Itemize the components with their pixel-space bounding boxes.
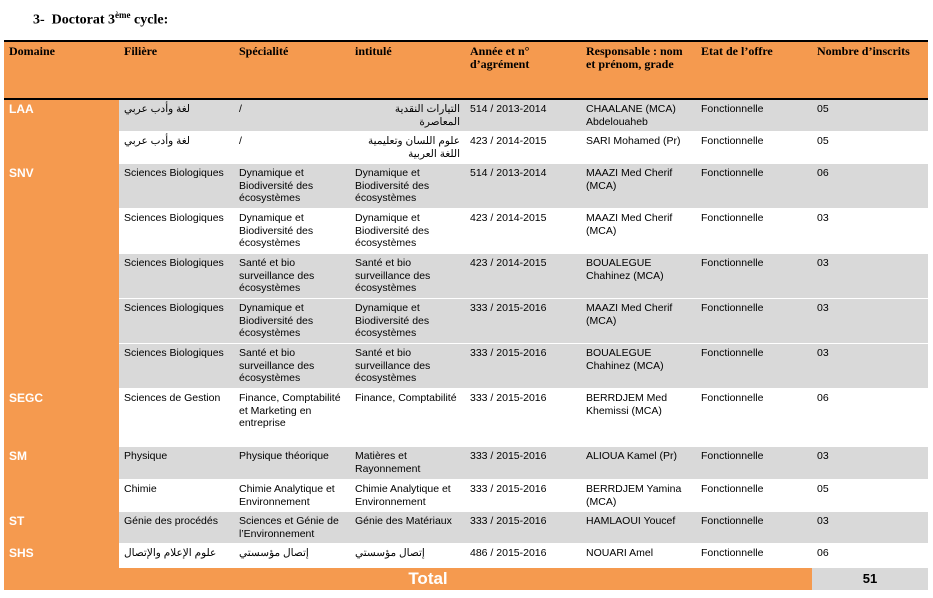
inscrits-cell: 03 [812, 254, 928, 299]
col-header-specialite: Spécialité [234, 41, 350, 99]
intitule-cell: Santé et bio surveillance des écosystèmes [350, 254, 465, 299]
inscrits-cell: 06 [812, 544, 928, 568]
table-row [4, 344, 928, 389]
domain-cell: SM [4, 447, 119, 480]
filiere-cell: علوم الإعلام والإتصال [119, 544, 234, 568]
etat-cell: Fonctionnelle [696, 209, 812, 254]
intitule-cell: Dynamique et Biodiversité des écosystèmes [350, 164, 465, 209]
intitule-cell: Dynamique et Biodiversité des écosystèmes [350, 299, 465, 344]
filiere-cell: Sciences Biologiques [119, 209, 234, 254]
etat-cell: Fonctionnelle [696, 544, 812, 568]
doctorat-table [4, 40, 928, 590]
etat-cell: Fonctionnelle [696, 164, 812, 209]
specialite-cell: Finance, Comptabilité et Marketing en entreprise [234, 389, 350, 447]
annee-cell: 514 / 2013-2014 [465, 164, 581, 209]
domain-cell [4, 299, 119, 344]
col-header-etat: Etat de l’offre [696, 41, 812, 99]
filiere-cell: Sciences Biologiques [119, 164, 234, 209]
col-header-intitule: intitulé [350, 41, 465, 99]
table-row [4, 389, 928, 447]
specialite-cell: Dynamique et Biodiversité des écosystèmes [234, 209, 350, 254]
specialite-cell: Dynamique et Biodiversité des écosystèmes [234, 299, 350, 344]
responsable-cell: BERRDJEM Yamina (MCA) [581, 480, 696, 512]
specialite-cell: Physique théorique [234, 447, 350, 480]
specialite-cell: Sciences et Génie de l’Environnement [234, 512, 350, 544]
annee-cell: 423 / 2014-2015 [465, 132, 581, 164]
filiere-cell: Sciences de Gestion [119, 389, 234, 447]
inscrits-cell: 03 [812, 344, 928, 389]
intitule-cell: Chimie Analytique et Environnement [350, 480, 465, 512]
etat-cell: Fonctionnelle [696, 480, 812, 512]
table-row [4, 512, 928, 544]
total-label: Total [4, 568, 812, 591]
domain-cell: SNV [4, 164, 119, 209]
specialite-cell: / [234, 132, 350, 164]
annee-cell: 514 / 2013-2014 [465, 99, 581, 132]
domain-cell: LAA [4, 99, 119, 132]
col-header-responsable: Responsable : nom et prénom, grade [581, 41, 696, 99]
specialite-cell: / [234, 99, 350, 132]
inscrits-cell: 05 [812, 99, 928, 132]
inscrits-cell: 03 [812, 447, 928, 480]
etat-cell: Fonctionnelle [696, 389, 812, 447]
total-value: 51 [812, 568, 928, 591]
intitule-cell: إتصال مؤسستي [350, 544, 465, 568]
inscrits-cell: 03 [812, 209, 928, 254]
intitule-cell: Matières et Rayonnement [350, 447, 465, 480]
etat-cell: Fonctionnelle [696, 512, 812, 544]
total-row [4, 568, 928, 591]
specialite-cell: Santé et bio surveillance des écosystèmes [234, 254, 350, 299]
filiere-cell: Chimie [119, 480, 234, 512]
annee-cell: 333 / 2015-2016 [465, 447, 581, 480]
annee-cell: 423 / 2014-2015 [465, 209, 581, 254]
table-row [4, 132, 928, 164]
intitule-cell: Génie des Matériaux [350, 512, 465, 544]
annee-cell: 333 / 2015-2016 [465, 299, 581, 344]
responsable-cell: MAAZI Med Cherif (MCA) [581, 209, 696, 254]
domain-cell [4, 480, 119, 512]
table-row [4, 447, 928, 480]
inscrits-cell: 05 [812, 132, 928, 164]
table-row [4, 480, 928, 512]
responsable-cell: MAAZI Med Cherif (MCA) [581, 164, 696, 209]
filiere-cell: Sciences Biologiques [119, 254, 234, 299]
annee-cell: 423 / 2014-2015 [465, 254, 581, 299]
responsable-cell: NOUARI Amel [581, 544, 696, 568]
inscrits-cell: 06 [812, 164, 928, 209]
annee-cell: 486 / 2015-2016 [465, 544, 581, 568]
responsable-cell: BOUALEGUE Chahinez (MCA) [581, 254, 696, 299]
responsable-cell: CHAALANE (MCA) Abdelouaheb [581, 99, 696, 132]
filiere-cell: لغة وأدب عربي [119, 99, 234, 132]
col-header-filiere: Filière [119, 41, 234, 99]
table-row [4, 254, 928, 299]
table-row [4, 99, 928, 132]
domain-cell [4, 344, 119, 389]
specialite-cell: Santé et bio surveillance des écosystèmes [234, 344, 350, 389]
col-header-domaine: Domaine [4, 41, 119, 99]
filiere-cell: Génie des procédés [119, 512, 234, 544]
etat-cell: Fonctionnelle [696, 344, 812, 389]
intitule-cell: Santé et bio surveillance des écosystèmes [350, 344, 465, 389]
domain-cell [4, 132, 119, 164]
etat-cell: Fonctionnelle [696, 447, 812, 480]
inscrits-cell: 03 [812, 512, 928, 544]
filiere-cell: Physique [119, 447, 234, 480]
table-row [4, 544, 928, 568]
etat-cell: Fonctionnelle [696, 132, 812, 164]
annee-cell: 333 / 2015-2016 [465, 512, 581, 544]
filiere-cell: Sciences Biologiques [119, 299, 234, 344]
specialite-cell: إتصال مؤسستي [234, 544, 350, 568]
responsable-cell: BOUALEGUE Chahinez (MCA) [581, 344, 696, 389]
etat-cell: Fonctionnelle [696, 299, 812, 344]
domain-cell: SHS [4, 544, 119, 568]
intitule-cell: Dynamique et Biodiversité des écosystèmes [350, 209, 465, 254]
domain-cell [4, 209, 119, 254]
responsable-cell: BERRDJEM Med Khemissi (MCA) [581, 389, 696, 447]
annee-cell: 333 / 2015-2016 [465, 389, 581, 447]
specialite-cell: Chimie Analytique et Environnement [234, 480, 350, 512]
etat-cell: Fonctionnelle [696, 254, 812, 299]
etat-cell: Fonctionnelle [696, 99, 812, 132]
domain-cell: ST [4, 512, 119, 544]
intitule-cell: علوم اللسان وتعليمية اللغة العربية [350, 132, 465, 164]
filiere-cell: لغة وأدب عربي [119, 132, 234, 164]
responsable-cell: ALIOUA Kamel (Pr) [581, 447, 696, 480]
section-heading: 3- Doctorat 3ème cycle: [33, 10, 169, 28]
col-header-inscrits: Nombre d’inscrits [812, 41, 928, 99]
domain-cell [4, 254, 119, 299]
annee-cell: 333 / 2015-2016 [465, 480, 581, 512]
responsable-cell: MAAZI Med Cherif (MCA) [581, 299, 696, 344]
intitule-cell: التيارات النقدية المعاصرة [350, 99, 465, 132]
header-row [4, 41, 928, 99]
col-header-annee: Année et n° d’agrément [465, 41, 581, 99]
table-row [4, 299, 928, 344]
filiere-cell: Sciences Biologiques [119, 344, 234, 389]
annee-cell: 333 / 2015-2016 [465, 344, 581, 389]
inscrits-cell: 06 [812, 389, 928, 447]
specialite-cell: Dynamique et Biodiversité des écosystèmes [234, 164, 350, 209]
domain-cell: SEGC [4, 389, 119, 447]
responsable-cell: SARI Mohamed (Pr) [581, 132, 696, 164]
responsable-cell: HAMLAOUI Youcef [581, 512, 696, 544]
inscrits-cell: 05 [812, 480, 928, 512]
inscrits-cell: 03 [812, 299, 928, 344]
table-row [4, 209, 928, 254]
table-row [4, 164, 928, 209]
intitule-cell: Finance, Comptabilité [350, 389, 465, 447]
